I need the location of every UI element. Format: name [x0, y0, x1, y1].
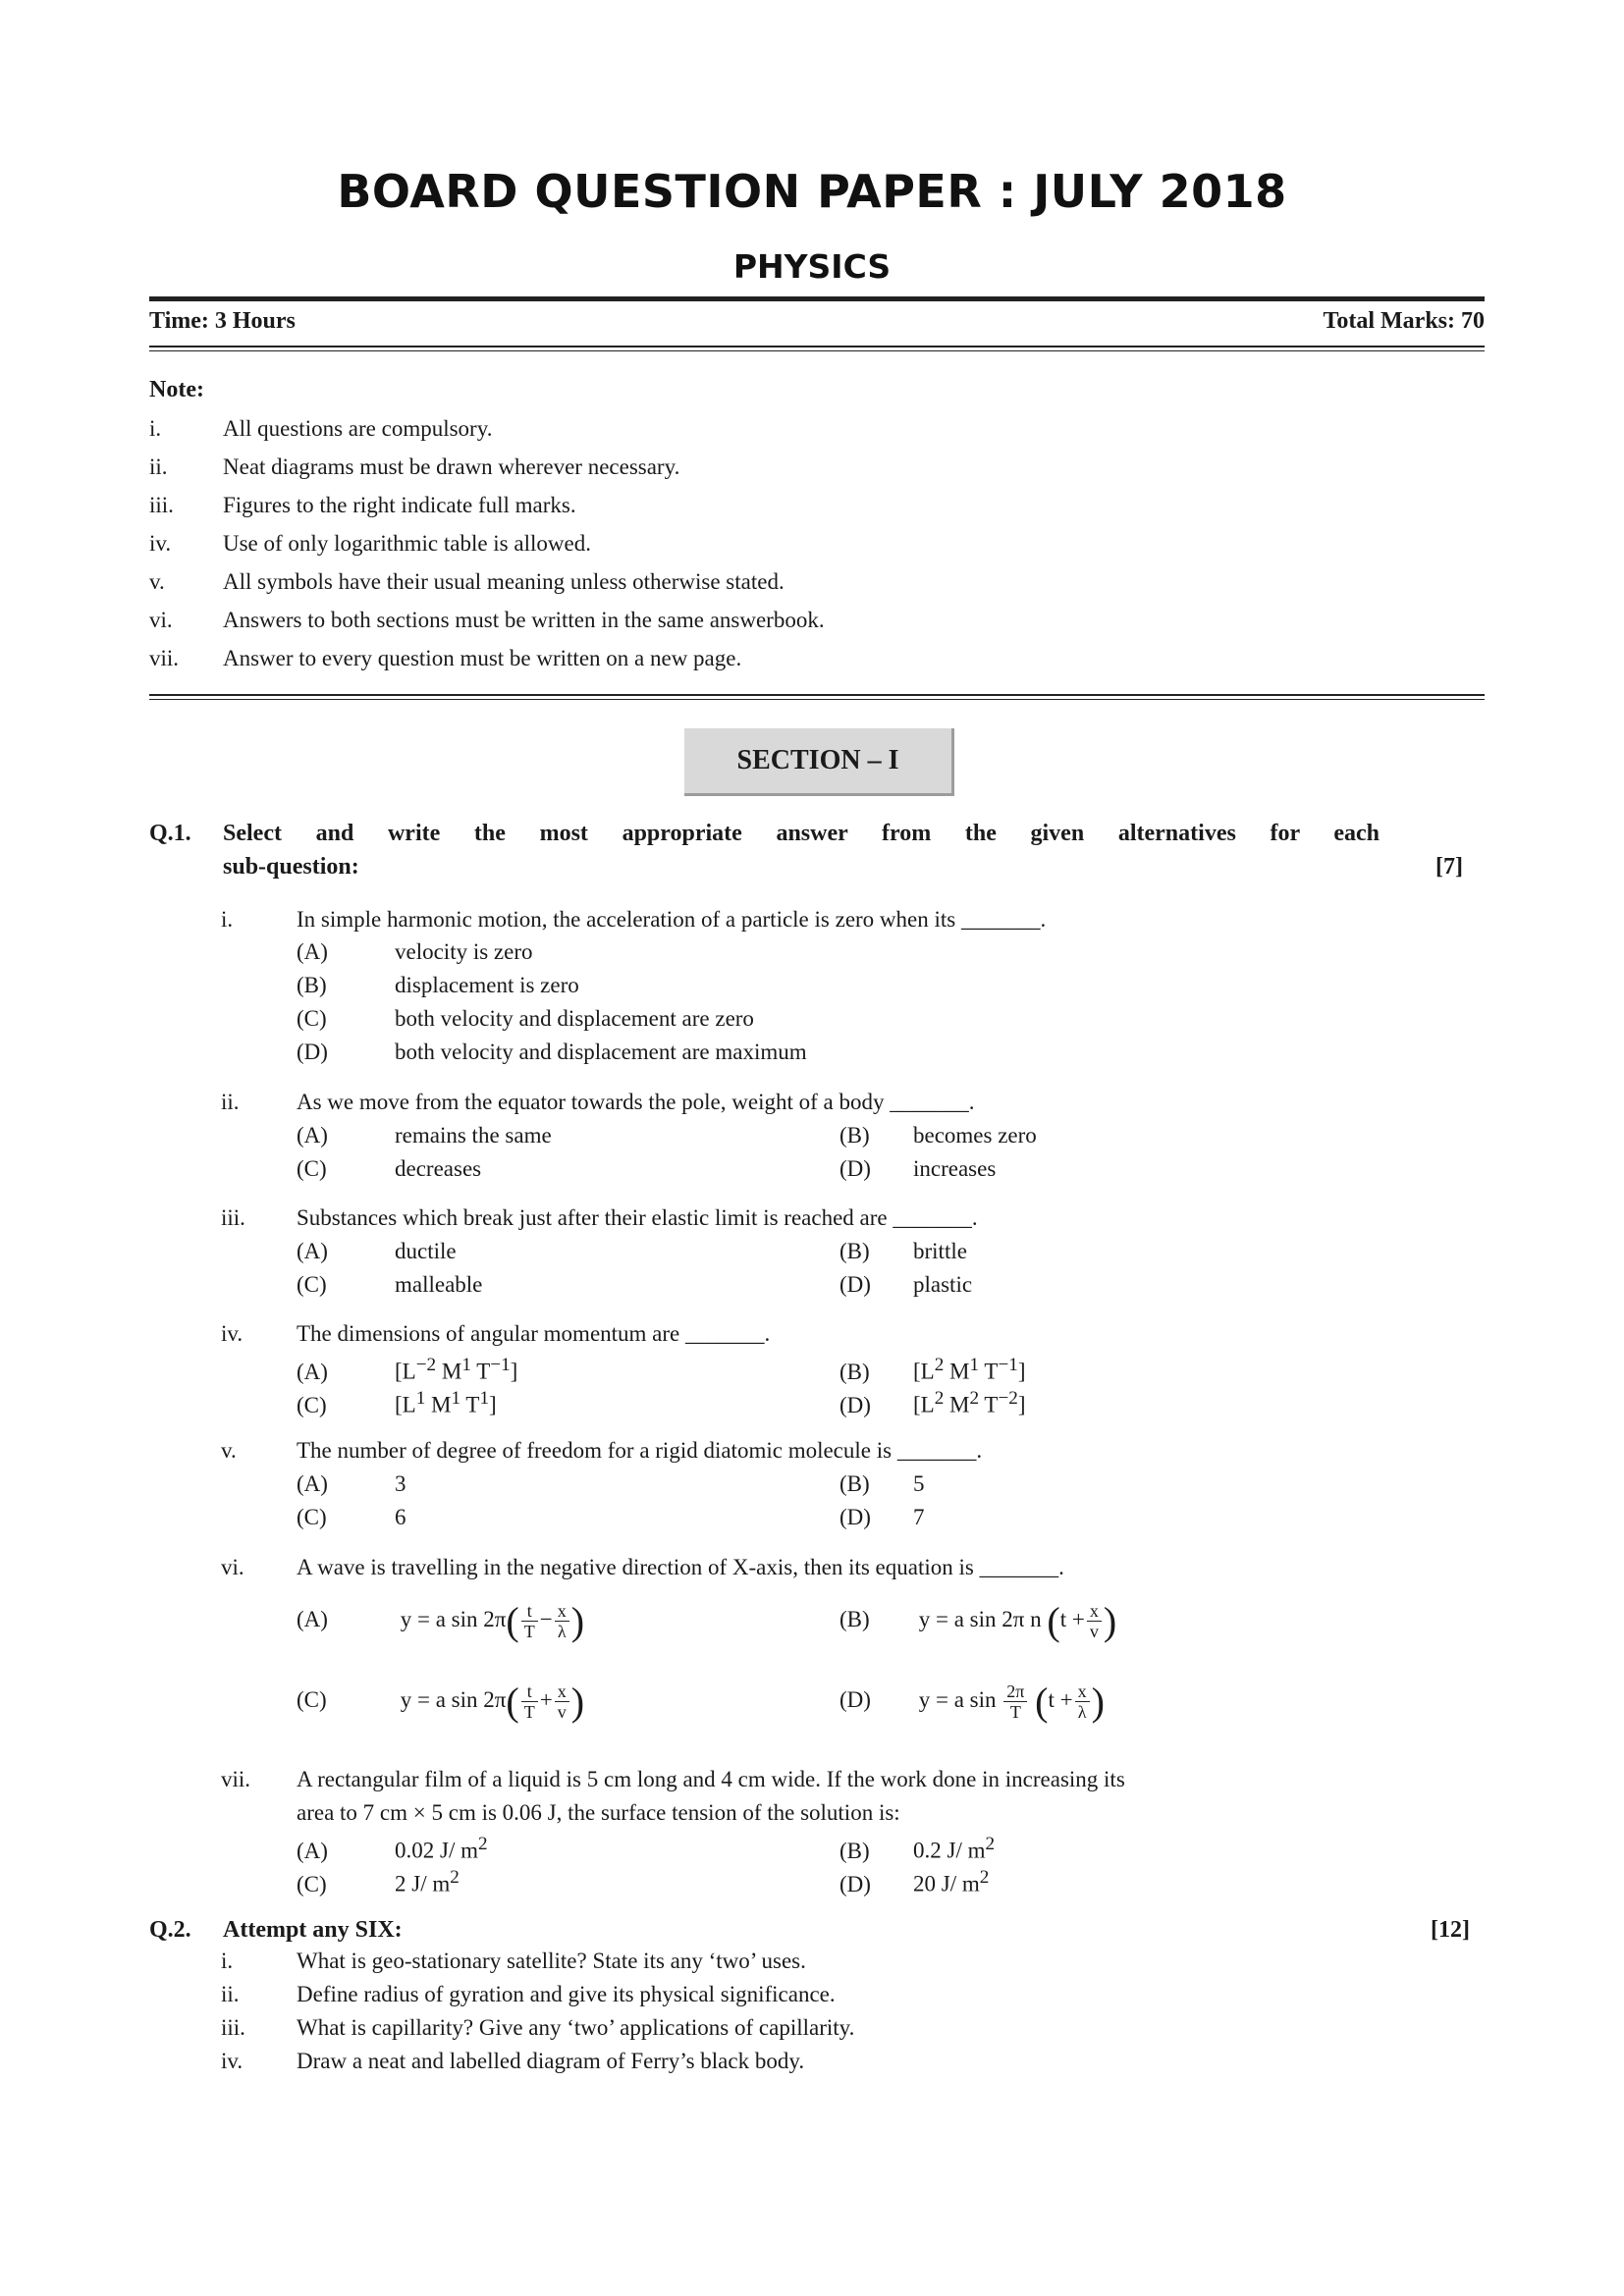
- question-marks: [12]: [1431, 1917, 1470, 1943]
- option-text: 2 J/ m: [395, 1871, 451, 1896]
- dim-exp-t: −1: [490, 1355, 511, 1375]
- fraction-denominator: T: [523, 1702, 535, 1722]
- option-label: (A): [297, 1239, 328, 1263]
- option-label: (C): [297, 1006, 327, 1031]
- fraction-denominator: λ: [1077, 1702, 1087, 1722]
- option-label: (D): [839, 1156, 871, 1181]
- equation-paren: (: [506, 1599, 519, 1643]
- equation-prefix: y = a sin 2π: [400, 1606, 507, 1631]
- question-instruction: Select and write the most appropriate answer from the given alternatives for each: [223, 821, 1380, 846]
- option: [839, 1239, 967, 1264]
- note-number: i.: [149, 416, 162, 441]
- option-equation: [297, 1679, 584, 1725]
- option: [839, 1123, 1037, 1148]
- equation-paren: ): [1091, 1680, 1105, 1724]
- option-text: 20 J/ m: [913, 1871, 980, 1896]
- sub-question-text: What is geo-stationary satellite? State its any ‘two’ uses.: [297, 1949, 806, 1973]
- dim-base-t: T: [470, 1359, 491, 1384]
- option-dimension: [297, 1355, 517, 1385]
- note-item: [149, 531, 591, 557]
- dim-base-l: [L: [395, 1359, 416, 1384]
- option-label: (C): [297, 1392, 327, 1417]
- note-item: [149, 454, 679, 480]
- sub-question-number: iv.: [221, 1321, 244, 1346]
- dim-base-l: [L: [913, 1392, 935, 1417]
- dim-close: ]: [1017, 1359, 1026, 1384]
- option-dimension: [839, 1355, 1026, 1385]
- sub-question-number: v.: [221, 1438, 237, 1463]
- note-item: [149, 569, 785, 595]
- option-dimension: [297, 1388, 497, 1418]
- equation-term: t +: [1048, 1686, 1073, 1712]
- option: [839, 1156, 996, 1182]
- note-number: iii.: [149, 493, 174, 517]
- option-text: remains the same: [395, 1123, 552, 1148]
- option: [297, 973, 579, 998]
- dim-exp-t: 1: [479, 1388, 490, 1409]
- sub-question-text: A rectangular film of a liquid is 5 cm long and 4 cm wide. If the work done in increasing its: [297, 1767, 1125, 1791]
- option-label: (D): [839, 1686, 871, 1712]
- option-label: (D): [839, 1272, 871, 1297]
- note-number: vi.: [149, 608, 173, 632]
- option: [839, 1272, 972, 1298]
- dim-base-m: M: [944, 1359, 970, 1384]
- sub-question-number: ii.: [221, 1982, 240, 2006]
- question-instruction: Attempt any SIX:: [223, 1917, 403, 1943]
- option-text: 0.2 J/ m: [913, 1838, 986, 1863]
- option-text: both velocity and displacement are zero: [395, 1006, 754, 1031]
- option-equation: [297, 1598, 584, 1644]
- equation-fraction: [521, 1682, 538, 1722]
- option-text: ductile: [395, 1239, 457, 1263]
- sub-question-text: Substances which break just after their elastic limit is reached are _______.: [297, 1205, 978, 1230]
- note-text: Neat diagrams must be drawn wherever necessary.: [223, 454, 680, 479]
- dim-exp-l: −2: [415, 1355, 437, 1375]
- option-label: (C): [297, 1505, 327, 1529]
- equation-fraction: [1087, 1601, 1102, 1641]
- option-label: (C): [297, 1871, 327, 1896]
- equation-operator: −: [539, 1606, 553, 1631]
- dim-exp-t: −1: [998, 1355, 1018, 1375]
- option-label: (D): [297, 1040, 328, 1064]
- note-text: Figures to the right indicate full marks.: [223, 493, 576, 517]
- dim-exp-m: 1: [461, 1355, 471, 1375]
- dim-close: ]: [489, 1392, 497, 1417]
- option-text: plastic: [913, 1272, 973, 1297]
- option: [297, 1471, 406, 1497]
- equation-paren: (: [1047, 1599, 1060, 1643]
- option-label: (D): [839, 1505, 871, 1529]
- dim-exp-l: 2: [934, 1388, 945, 1409]
- fraction-denominator: v: [1089, 1622, 1099, 1641]
- option-text: both velocity and displacement are maximum: [395, 1040, 807, 1064]
- sub-question-number: ii.: [221, 1090, 240, 1114]
- dim-base-l: [L: [395, 1392, 416, 1417]
- equation-fraction: [555, 1601, 569, 1641]
- dim-base-t: T: [979, 1359, 999, 1384]
- option-dimension: [839, 1388, 1026, 1418]
- option: [297, 1272, 482, 1298]
- option-label: (B): [839, 1359, 870, 1384]
- sub-question-number: i.: [221, 1949, 234, 1973]
- fraction-denominator: v: [557, 1702, 567, 1722]
- equation-term: t +: [1059, 1606, 1085, 1631]
- sub-question-number: vi.: [221, 1555, 244, 1579]
- equation-prefix: y = a sin 2π: [400, 1686, 507, 1712]
- dim-base-t: T: [979, 1392, 999, 1417]
- option-text: increases: [913, 1156, 997, 1181]
- equation-paren: (: [1035, 1680, 1049, 1724]
- option-label: (B): [839, 1838, 870, 1863]
- note-number: vii.: [149, 646, 180, 670]
- note-item: [149, 646, 741, 671]
- option: [297, 1834, 488, 1864]
- dim-close: ]: [1017, 1392, 1026, 1417]
- option: [839, 1867, 989, 1897]
- equation-fraction: [1075, 1682, 1090, 1722]
- equation-paren: (: [506, 1680, 519, 1724]
- option-label: (A): [297, 1838, 328, 1863]
- fraction-numerator: x: [555, 1682, 569, 1702]
- question-number: Q.1.: [149, 821, 191, 846]
- note-number: v.: [149, 569, 165, 594]
- option: [297, 1123, 552, 1148]
- option-text: 6: [395, 1505, 406, 1529]
- note-text: All questions are compulsory.: [223, 416, 493, 441]
- section-heading: SECTION – I: [684, 728, 954, 796]
- option-equation: [839, 1679, 1105, 1725]
- sub-question-text: What is capillarity? Give any ‘two’ applications of capillarity.: [297, 2015, 855, 2040]
- fraction-numerator: x: [1087, 1601, 1102, 1622]
- dim-base-m: M: [425, 1392, 452, 1417]
- dim-exp-m: 1: [451, 1388, 461, 1409]
- notes-rule-thin: [149, 699, 1485, 700]
- dim-exp-l: 1: [415, 1388, 426, 1409]
- note-text: All symbols have their usual meaning unless otherwise stated.: [223, 569, 785, 594]
- option-text: malleable: [395, 1272, 483, 1297]
- dim-exp-m: 2: [969, 1388, 980, 1409]
- option-text: 3: [395, 1471, 406, 1496]
- option-text: 5: [913, 1471, 925, 1496]
- option-text: decreases: [395, 1156, 482, 1181]
- equation-prefix: y = a sin: [918, 1686, 997, 1712]
- fraction-denominator: T: [523, 1622, 535, 1641]
- sub-question-number: iii.: [221, 1205, 245, 1230]
- option-label: (B): [839, 1606, 870, 1631]
- option-superscript: 2: [979, 1867, 990, 1888]
- option-text: velocity is zero: [395, 939, 533, 964]
- option-text: displacement is zero: [395, 973, 579, 997]
- sub-question-text-cont: area to 7 cm × 5 cm is 0.06 J, the surface tension of the solution is:: [297, 1800, 900, 1825]
- option-label: (B): [839, 1471, 870, 1496]
- note-text: Answers to both sections must be written in the same answerbook.: [223, 608, 825, 632]
- option: [297, 1156, 481, 1182]
- time-label: Time: 3 Hours: [149, 308, 296, 334]
- dim-base-m: M: [944, 1392, 970, 1417]
- equation-paren: ): [570, 1680, 585, 1724]
- option-label: (A): [297, 1471, 328, 1496]
- fraction-denominator: T: [1009, 1702, 1021, 1722]
- option-label: (B): [839, 1239, 870, 1263]
- equation-paren: ): [570, 1599, 585, 1643]
- option: [297, 1239, 457, 1264]
- note-item: [149, 416, 492, 442]
- option-label: (D): [839, 1392, 871, 1417]
- note-item: [149, 608, 825, 633]
- question-marks: [7]: [1435, 854, 1463, 880]
- header-rule-bottom: [149, 346, 1485, 347]
- fraction-denominator: λ: [557, 1622, 567, 1641]
- option-label: (A): [297, 1606, 328, 1631]
- option-label: (A): [297, 1123, 328, 1148]
- sub-question-text: In simple harmonic motion, the acceleration of a particle is zero when its _______.: [297, 907, 1047, 932]
- fraction-numerator: x: [555, 1601, 569, 1622]
- dim-base-l: [L: [913, 1359, 935, 1384]
- equation-operator: +: [539, 1686, 553, 1712]
- dim-exp-t: −2: [998, 1388, 1018, 1409]
- sub-question-number: i.: [221, 907, 234, 932]
- option-text: brittle: [913, 1239, 967, 1263]
- option-superscript: 2: [985, 1834, 996, 1854]
- option-text: 7: [913, 1505, 925, 1529]
- question-number: Q.2.: [149, 1917, 191, 1943]
- sub-question-text: Draw a neat and labelled diagram of Ferry’s black body.: [297, 2049, 805, 2073]
- option: [297, 1505, 406, 1530]
- note-item: [149, 493, 576, 518]
- equation-fraction: [521, 1601, 538, 1641]
- option-label: (A): [297, 939, 328, 964]
- sub-question-text: The number of degree of freedom for a rigid diatomic molecule is _______.: [297, 1438, 983, 1463]
- dim-base-t: T: [460, 1392, 480, 1417]
- header-rule-top: [149, 296, 1485, 301]
- note-heading: Note:: [149, 377, 204, 402]
- option-label: (C): [297, 1156, 327, 1181]
- fraction-numerator: t: [521, 1682, 538, 1702]
- paper-title: BOARD QUESTION PAPER : JULY 2018: [337, 165, 1287, 218]
- equation-fraction: [1003, 1682, 1027, 1722]
- sub-question-number: iv.: [221, 2049, 244, 2073]
- fraction-numerator: 2π: [1003, 1682, 1027, 1702]
- note-number: iv.: [149, 531, 172, 556]
- option-text: becomes zero: [913, 1123, 1037, 1148]
- option-text: 0.02 J/ m: [395, 1838, 478, 1863]
- sub-question-number: iii.: [221, 2015, 245, 2040]
- dim-close: ]: [510, 1359, 518, 1384]
- option-label: (B): [297, 973, 327, 997]
- fraction-numerator: x: [1075, 1682, 1090, 1702]
- question-instruction-cont: sub-question:: [223, 854, 359, 880]
- option: [839, 1505, 925, 1530]
- option-label: (C): [297, 1686, 327, 1712]
- total-marks-label: Total Marks: 70: [1323, 308, 1485, 334]
- option-label: (C): [297, 1272, 327, 1297]
- header-rule-bottom-thin: [149, 350, 1485, 351]
- notes-rule: [149, 694, 1485, 696]
- option-label: (A): [297, 1359, 328, 1384]
- dim-exp-l: 2: [934, 1355, 945, 1375]
- option-superscript: 2: [450, 1867, 460, 1888]
- option-superscript: 2: [477, 1834, 488, 1854]
- equation-prefix: y = a sin 2π n: [918, 1606, 1042, 1631]
- sub-question-text: A wave is travelling in the negative direction of X-axis, then its equation is _______.: [297, 1555, 1064, 1579]
- option: [297, 1006, 754, 1032]
- dim-base-m: M: [436, 1359, 462, 1384]
- fraction-numerator: t: [521, 1601, 538, 1622]
- sub-question-text: Define radius of gyration and give its physical significance.: [297, 1982, 836, 2006]
- option: [297, 939, 533, 965]
- note-text: Answer to every question must be written on a new page.: [223, 646, 742, 670]
- option: [839, 1834, 995, 1864]
- equation-paren: ): [1103, 1599, 1117, 1643]
- note-number: ii.: [149, 454, 168, 479]
- equation-fraction: [555, 1682, 569, 1722]
- option-label: (D): [839, 1871, 871, 1896]
- option: [297, 1040, 807, 1065]
- sub-question-number: vii.: [221, 1767, 251, 1791]
- subject-heading: PHYSICS: [732, 247, 892, 286]
- option: [297, 1867, 460, 1897]
- option: [839, 1471, 925, 1497]
- option-label: (B): [839, 1123, 870, 1148]
- sub-question-text: As we move from the equator towards the pole, weight of a body _______.: [297, 1090, 975, 1114]
- dim-exp-m: 1: [969, 1355, 980, 1375]
- option-equation: [839, 1598, 1116, 1644]
- note-text: Use of only logarithmic table is allowed.: [223, 531, 591, 556]
- sub-question-text: The dimensions of angular momentum are _______.: [297, 1321, 771, 1346]
